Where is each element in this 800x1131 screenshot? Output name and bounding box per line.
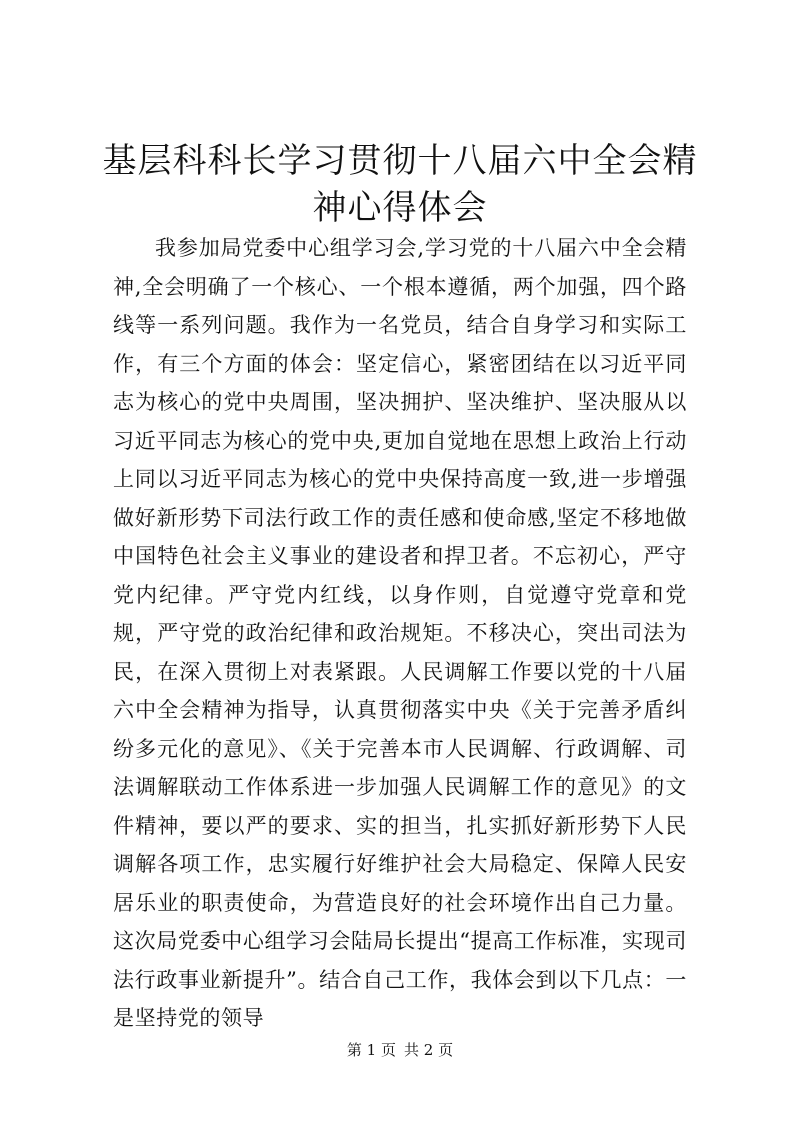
document-title: 基层科科长学习贯彻十八届六中全会精神心得体会 [102, 141, 698, 228]
page-footer [0, 1040, 800, 1060]
body-paragraph: 我参加局党委中心组学习会,学习党的十八届六中全会精神,全会明确了一个核心、一个根本遵循，两个加强，四个路线等一系列问题。我作为一名党员，结合自身学习和实际工作，有三个方面的体会：坚定信心，紧密团结在以习近平同志为核心的党中央周围，坚决拥护、坚决维护、坚决服从以习近平同志为核心的党中央,更加自觉地在思想上政治上行动上同以习近平同志为核心的党中央保持高度一致,进一步增强做好新形势下司法行政工作的责任感和使命感,坚定不移地做中国特色社会主义事业的建设者和捍卫者。不忘初心，严守党内纪律。严守党内红线，以身作则，自觉遵守党章和党规，严守党的政治纪律和政治规矩。不移决心，突出司法为民，在深入贯彻上对表紧跟。人民调解工作要以党的十八届六中全会精神为指导，认真贯彻落实中央《关于完善矛盾纠纷多元化的意见》、《关于完善本市人民调解、行政调解、司法调解联动工作体系进一步加强人民调解工作的意见》的文件精神，要以严的要求、实的担当，扎实抓好新形势下人民调解各项工作，忠实履行好维护社会大局稳定、保障人民安居乐业的职责使命，为营造良好的社会环境作出自己力量。这次局党委中心组学习会陆局长提出“提高工作标准，实现司法行政事业新提升”。结合自己工作，我体会到以下几点：一是坚持党的领导 [113, 236, 687, 1030]
page-number: 第 1 页 [346, 1041, 396, 1059]
page-total: 共 2 页 [404, 1041, 454, 1059]
